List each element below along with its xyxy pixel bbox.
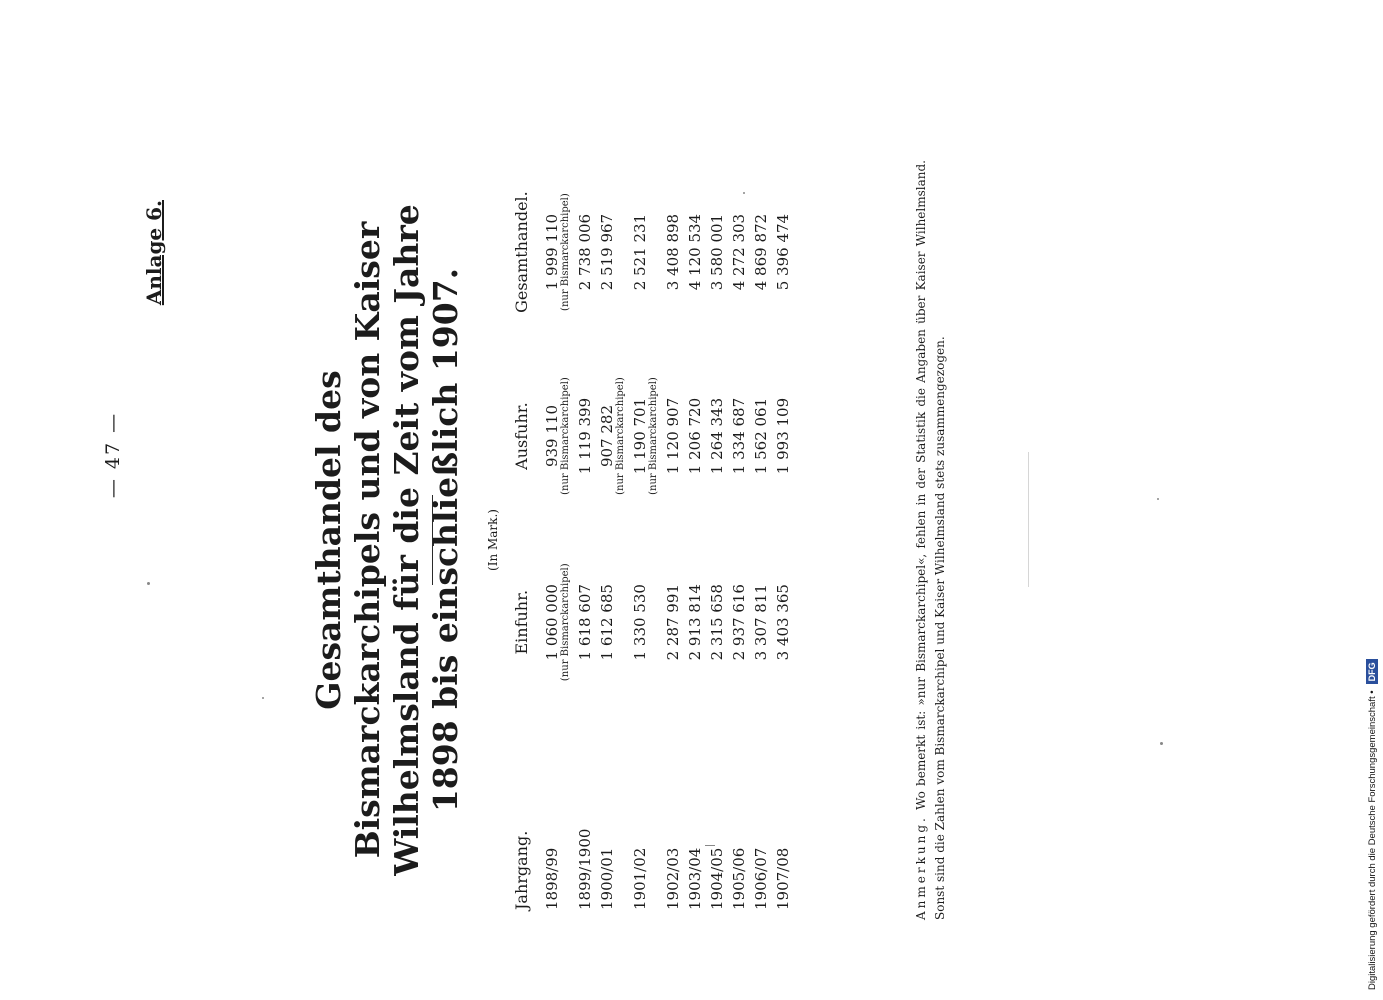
table-row [706, 160, 728, 910]
export-cell-note: (nur Bismarckarchipel) [560, 377, 571, 495]
export-cell [574, 344, 596, 528]
year-cell-value: 1906/07 [752, 847, 770, 910]
dfg-credit-text: Digitalisierung gefördert durch die Deutsche Forschungsgemeinschaft • [1366, 690, 1378, 990]
import-cell [728, 528, 750, 717]
import-cell-value: 1 330 530 [631, 584, 649, 661]
total-cell [750, 160, 772, 344]
total-cell-value: 2 521 231 [631, 213, 649, 291]
year-cell-value: 1902/03 [664, 847, 682, 910]
total-cell-value: 3 580 001 [708, 213, 726, 291]
import-cell [772, 528, 794, 717]
total-cell [706, 160, 728, 344]
year-cell [750, 717, 772, 910]
import-cell-value: 2 937 616 [730, 584, 748, 661]
total-cell [772, 160, 794, 344]
remark-text: Wo bemerkt ist: »nur Bismarckarchipel«, fehlen in der Statistik die Angaben über Kaiser Wilhelmsland. Sonst sind die Zahlen vom Bismarckarchipel und Kaiser Wilhelmsland stets zusammengezogen. [914, 160, 947, 920]
export-cell [629, 344, 662, 528]
import-cell-value: 2 913 814 [686, 584, 704, 661]
year-cell [728, 717, 750, 910]
year-cell-value: 1903/04 [686, 847, 704, 910]
export-cell [750, 344, 772, 528]
total-cell [596, 160, 629, 344]
total-cell [728, 160, 750, 344]
export-cell-value: 939 110 [543, 405, 561, 468]
import-cell [662, 528, 684, 717]
table-row [750, 160, 772, 910]
year-cell [541, 717, 574, 910]
trade-table [512, 160, 794, 910]
year-cell [706, 717, 728, 910]
total-cell [662, 160, 684, 344]
title-divider [432, 495, 433, 585]
export-cell [772, 344, 794, 528]
table-header-row [512, 160, 541, 910]
year-cell [596, 717, 629, 910]
scan-speck [705, 845, 715, 846]
scan-speck [1160, 742, 1163, 745]
year-cell [629, 717, 662, 910]
export-cell-note: (nur Bismarckarchipel) [648, 377, 659, 495]
scan-speck [1157, 498, 1159, 500]
total-cell-value: 2 738 006 [576, 213, 594, 291]
year-cell-value: 1899/1900 [576, 828, 594, 910]
import-cell [596, 528, 629, 717]
export-cell-value: 1 120 907 [664, 397, 682, 475]
year-cell-value: 1907/08 [774, 847, 792, 910]
total-cell [684, 160, 706, 344]
export-cell [706, 344, 728, 528]
import-cell [750, 528, 772, 717]
export-cell [662, 344, 684, 528]
export-cell-value: 1 334 687 [730, 397, 748, 475]
document-title: Gesamthandel des Bismarckarchipels und von Kaiser Wilhelmsland für die Zeit vom Jahre 1898 bis einschließlich 1907. [309, 204, 465, 876]
year-cell [684, 717, 706, 910]
total-cell-value: 2 519 967 [598, 213, 616, 291]
import-cell-value: 1 060 000 [543, 584, 561, 661]
export-cell [596, 344, 629, 528]
header-import: Einfuhr. [512, 589, 531, 655]
header-year: Jahrgang. [512, 830, 531, 910]
export-cell-value: 1 119 399 [576, 397, 594, 475]
import-cell-value: 1 618 607 [576, 584, 594, 661]
unit-note: (In Mark.) [486, 509, 500, 571]
total-cell-value: 1 999 110 [543, 213, 561, 291]
table-row [574, 160, 596, 910]
table-row [772, 160, 794, 910]
page-number: — 47 — [102, 411, 124, 499]
total-cell-value: 4 120 534 [686, 213, 704, 291]
import-cell-value: 2 287 991 [664, 584, 682, 661]
total-cell-note: (nur Bismarckarchipel) [560, 193, 571, 311]
total-cell [574, 160, 596, 344]
scan-speck [147, 582, 150, 585]
total-cell [541, 160, 574, 344]
year-cell-value: 1898/99 [543, 847, 561, 910]
import-cell [706, 528, 728, 717]
header-export: Ausfuhr. [512, 402, 531, 470]
scan-speck [743, 192, 745, 194]
export-cell [728, 344, 750, 528]
export-cell-value: 907 282 [598, 405, 616, 468]
total-cell [629, 160, 662, 344]
table-row [596, 160, 629, 910]
table-row [684, 160, 706, 910]
rotated-document-page [84, 160, 1004, 920]
export-cell [541, 344, 574, 528]
year-cell [574, 717, 596, 910]
annex-label: Anlage 6. [142, 200, 166, 306]
import-cell [574, 528, 596, 717]
year-cell [662, 717, 684, 910]
import-cell-note: (nur Bismarckarchipel) [560, 563, 571, 682]
export-cell-value: 1 993 109 [774, 397, 792, 475]
year-cell [772, 717, 794, 910]
year-cell-value: 1900/01 [598, 847, 616, 910]
table-row [629, 160, 662, 910]
total-cell-value: 3 408 898 [664, 213, 682, 291]
remark-lead: Anmerkung. [914, 815, 928, 920]
import-cell [684, 528, 706, 717]
import-cell [629, 528, 662, 717]
export-cell-value: 1 190 701 [631, 397, 649, 475]
table-row [728, 160, 750, 910]
header-total: Gesamthandel. [512, 191, 531, 313]
total-cell-value: 5 396 474 [774, 213, 792, 291]
table-row [662, 160, 684, 910]
import-cell-value: 3 307 811 [752, 584, 770, 661]
export-cell-value: 1 562 061 [752, 397, 770, 475]
export-cell-value: 1 264 343 [708, 397, 726, 475]
import-cell [541, 528, 574, 717]
dfg-logo: DFG [1366, 659, 1378, 684]
dfg-credit [1366, 659, 1378, 990]
scan-speck [1028, 452, 1029, 587]
total-cell-value: 4 869 872 [752, 213, 770, 291]
import-cell-value: 2 315 658 [708, 584, 726, 661]
import-cell-value: 3 403 365 [774, 584, 792, 661]
year-cell-value: 1901/02 [631, 847, 649, 910]
table-body [541, 160, 794, 910]
year-cell-value: 1905/06 [730, 847, 748, 910]
table-row [541, 160, 574, 910]
year-cell-value: 1904/05 [708, 847, 726, 910]
footnote-remark [912, 160, 950, 920]
total-cell-value: 4 272 303 [730, 213, 748, 291]
export-cell-value: 1 206 720 [686, 397, 704, 475]
export-cell-note: (nur Bismarckarchipel) [615, 377, 626, 495]
import-cell-value: 1 612 685 [598, 584, 616, 661]
scan-speck [262, 697, 264, 699]
export-cell [684, 344, 706, 528]
